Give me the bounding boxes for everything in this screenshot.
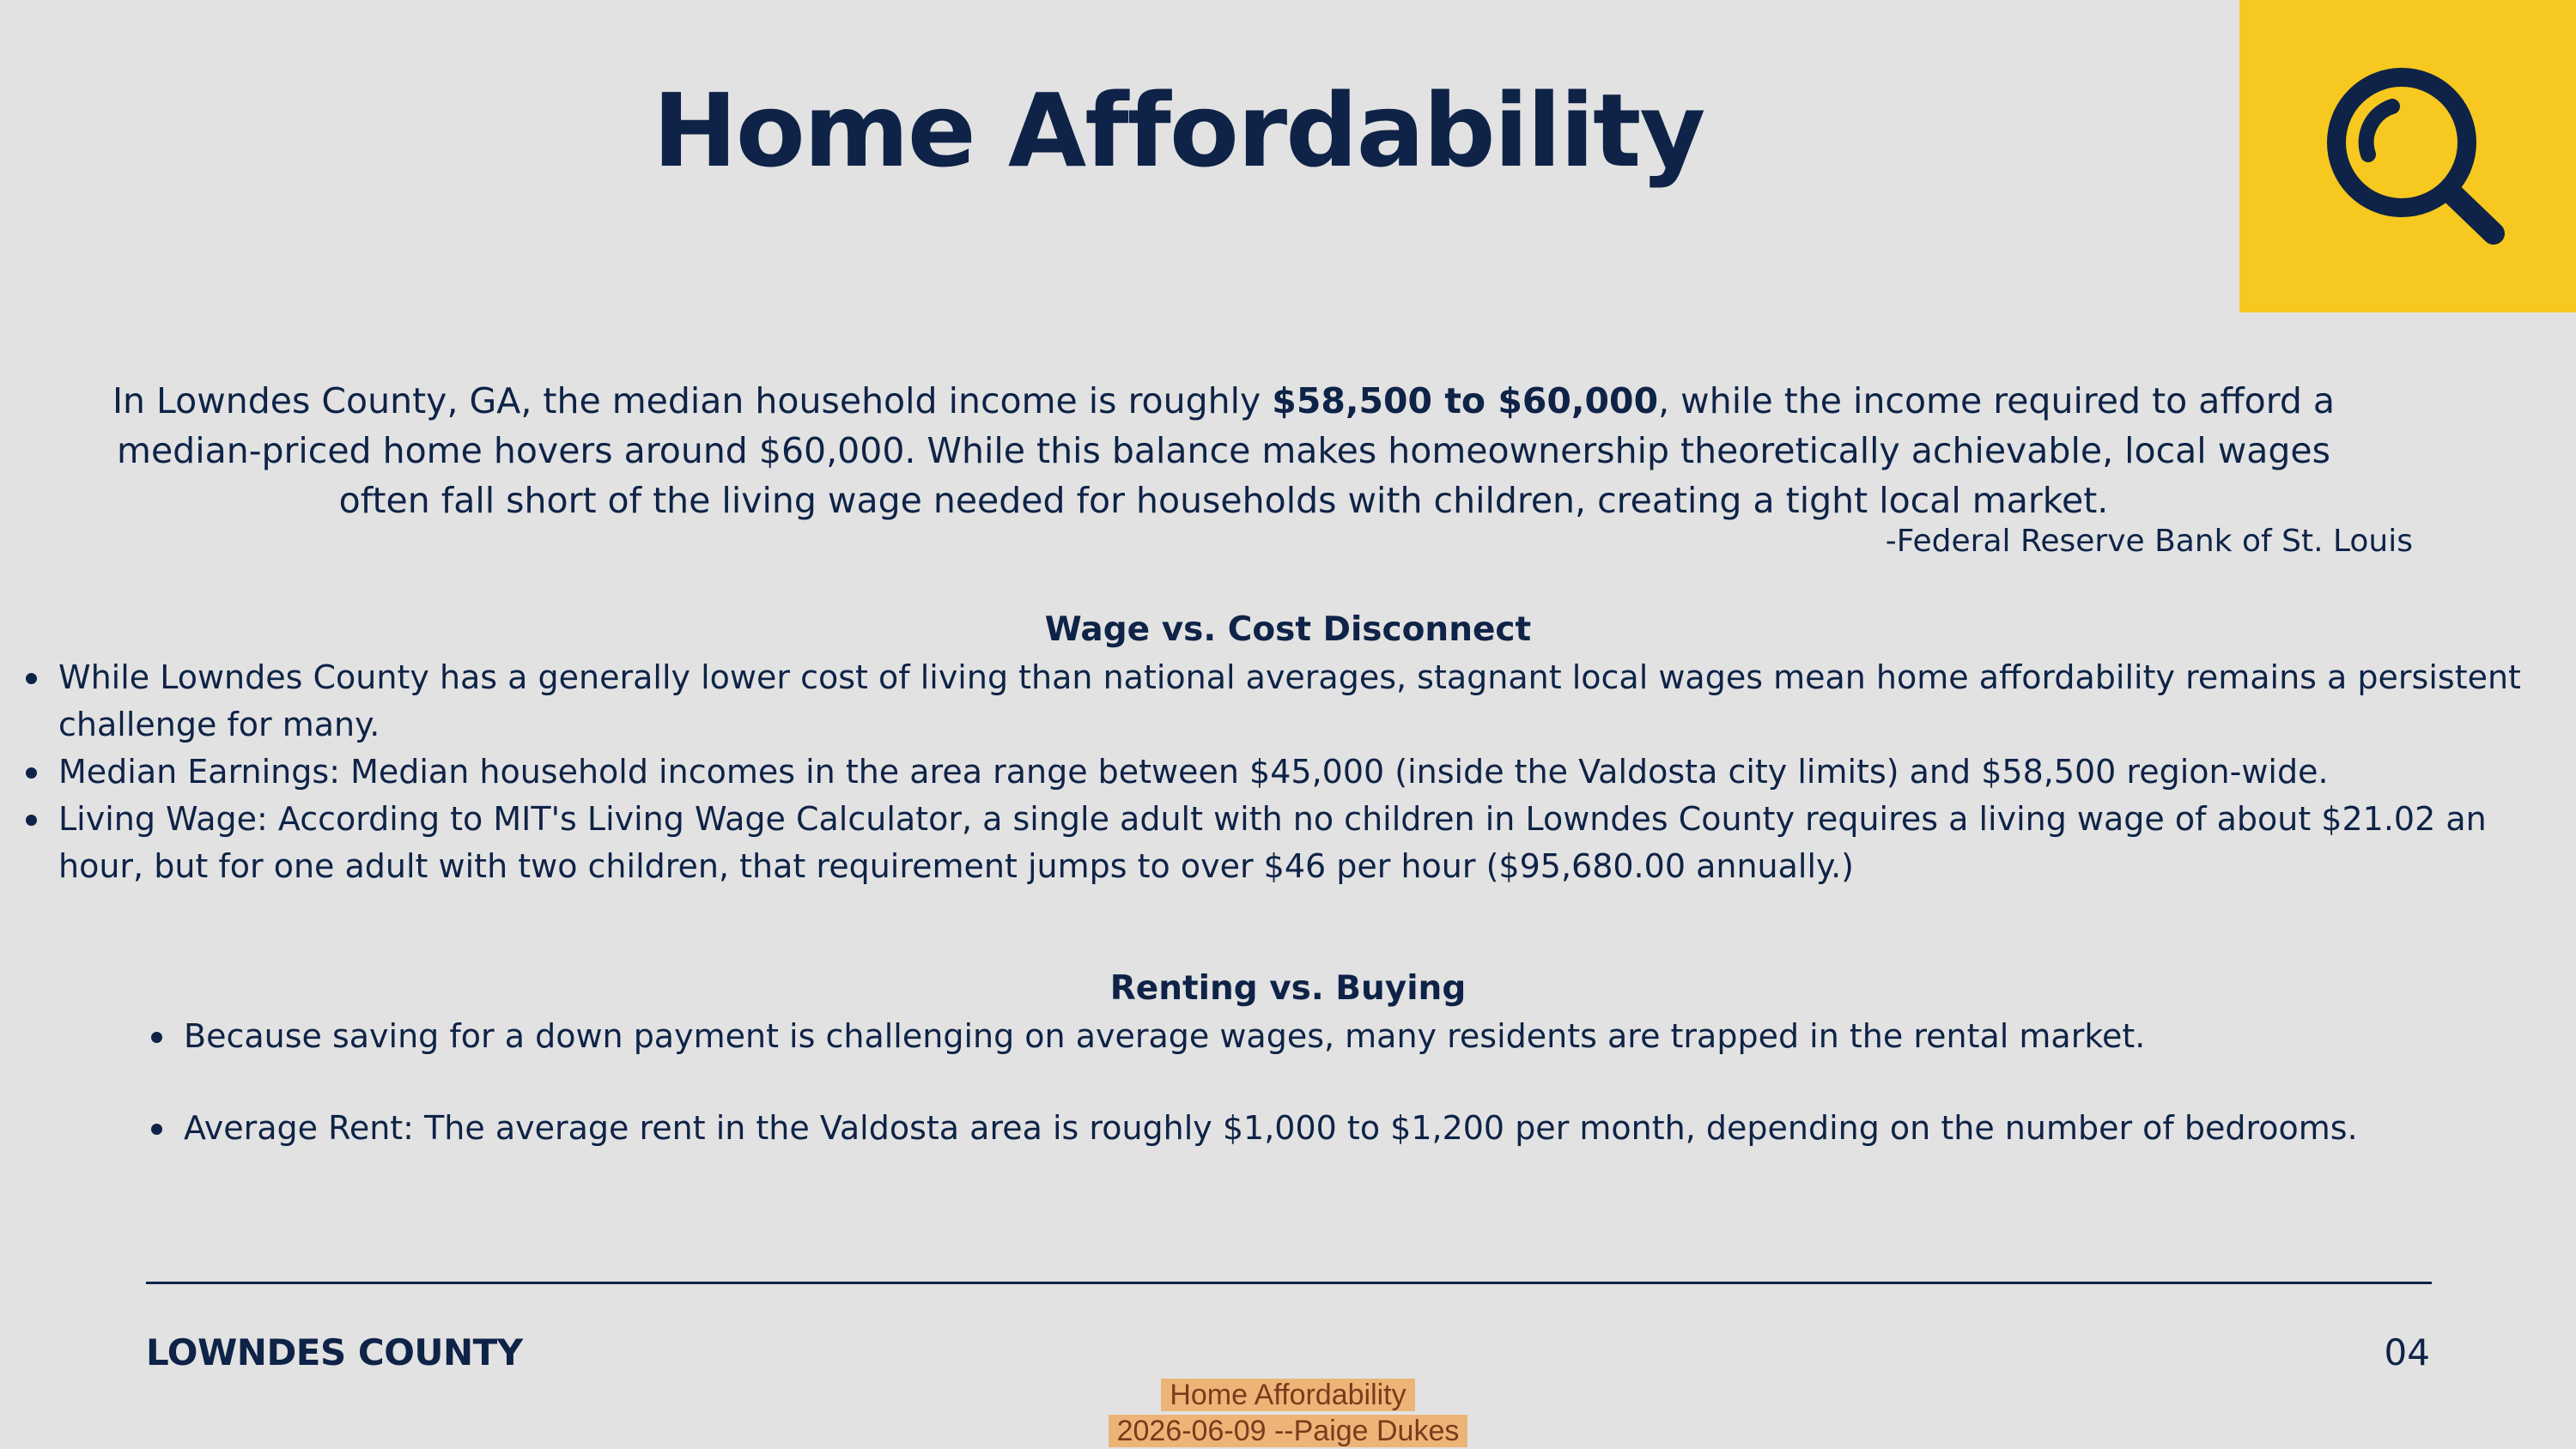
section-heading-renting: Renting vs. Buying [1109, 969, 1467, 1008]
bullet-dot [151, 1124, 162, 1135]
bullet-text: Average Rent: The average rent in the Valdosta area is roughly $1,000 to $1,200 per month, depending on the number of bedrooms. [184, 1109, 2358, 1147]
page-title: Home Affordability [653, 71, 1704, 190]
bullet-text: Living Wage: According to MIT's Living Wage Calculator, a single adult with no children in Lowndes County requires a living wage of about $21.02 an hour, but for one adult with two children, that requirement jumps to over $46 per hour ($95,680.00 annually.) [58, 800, 2487, 885]
intro-text-before: In Lowndes County, GA, the median household income is roughly [112, 380, 1273, 421]
footer-org-name: LOWNDES COUNTY [146, 1331, 523, 1373]
bullet-text: Median Earnings: Median household incomes in the area range between $45,000 (inside the Valdosta city limits) and $58,500 region-wide. [58, 753, 2329, 791]
page-number: 04 [2384, 1331, 2430, 1373]
bullet-text: While Lowndes County has a generally lower cost of living than national averages, stagnant local wages mean home affordability remains a persistent challenge for many. [58, 658, 2521, 743]
bullet-text: Because saving for a down payment is challenging on average wages, many residents are trapped in the rental market. [184, 1017, 2146, 1055]
list-item [26, 749, 2550, 796]
intro-paragraph [77, 376, 2370, 525]
wage-bullet-list [26, 654, 2550, 890]
footer-divider [146, 1282, 2432, 1284]
bullet-dot [26, 673, 37, 684]
bullet-dot [26, 815, 37, 826]
renting-bullet-list [151, 1013, 2521, 1197]
section-heading-wage: Wage vs. Cost Disconnect [1044, 610, 1532, 649]
bullet-dot [151, 1032, 162, 1043]
list-item [151, 1013, 2521, 1060]
stamp-title-text: Home Affordability [1161, 1379, 1414, 1411]
intro-text-after: , while the income required to afford a median-priced home hovers around $60,000. While this balance makes homeownership theoretically achievable, local wages often fall short of the living wage needed for households with children, creating a tight local market. [117, 380, 2336, 521]
income-range: $58,500 to $60,000 [1272, 380, 1659, 421]
icon-panel [2239, 0, 2576, 312]
stamp-date-author [0, 1413, 2576, 1449]
list-item [151, 1105, 2521, 1152]
list-item [26, 796, 2550, 890]
stamp-title [0, 1377, 2576, 1413]
search-icon [2239, 0, 2576, 312]
source-citation: -Federal Reserve Bank of St. Louis [1885, 524, 2413, 559]
list-item [26, 654, 2550, 749]
stamp-date-author-text: 2026-06-09 --Paige Dukes [1109, 1415, 1468, 1447]
bullet-dot [26, 767, 37, 779]
